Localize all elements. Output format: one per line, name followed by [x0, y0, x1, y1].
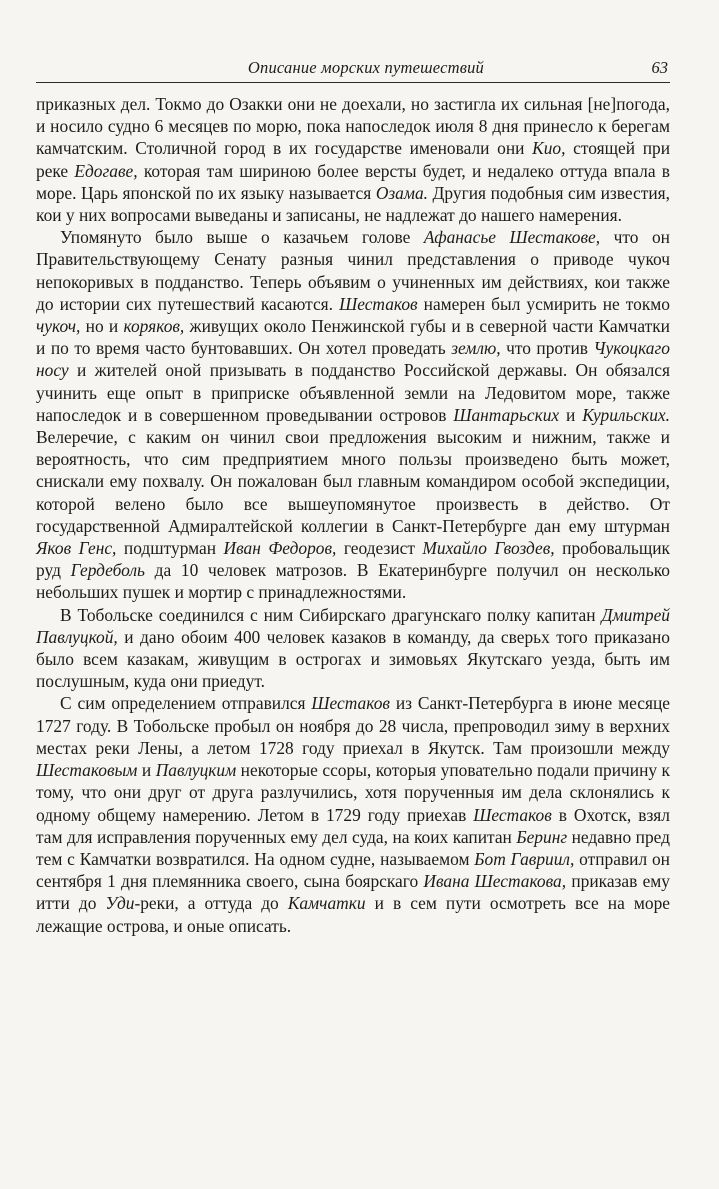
italic-text: Ивана Шестакова,: [423, 871, 567, 892]
text: в Охотск, взял там для исправления порученных ему дел суда, на коих капитан: [36, 804, 670, 847]
book-page: [36, 0, 670, 937]
text: В Тобольске соединился с ним Сибирскаго драгунскаго полку капитан: [60, 604, 602, 625]
italic-text: Шестаков: [339, 293, 418, 314]
italic-text: Чукоцкаго носу: [36, 338, 670, 381]
italic-text: Павлуцким: [155, 760, 237, 781]
text: да 10 человек матрозов. В Екатеринбурге получил он несколько небольших пушек и мортир с принадлежностями.: [36, 560, 671, 603]
running-header: [36, 0, 670, 83]
page-number: 63: [651, 58, 668, 77]
italic-text: Шантарьских: [453, 404, 560, 425]
italic-text: Камчатки: [287, 893, 366, 914]
italic-text: Иван Федоров,: [223, 538, 337, 559]
italic-text: Дмитрей Павлуцкой,: [36, 604, 670, 647]
paragraph: [36, 226, 670, 603]
text: приказав ему итти до: [36, 871, 671, 914]
italic-text: Озама.: [375, 182, 428, 203]
text: подштурман: [116, 538, 224, 559]
text: и дано обоим 400 человек казаков в команду, да сверьх того приказано было всем казакам, живущим в острогах и зимовьях Якутскаго уезда, быть им послушным, куда они приедут.: [36, 626, 670, 692]
italic-text: Беринг: [516, 826, 568, 847]
text: и в сем пути осмотреть все на море лежащие острова, и оные описать.: [36, 893, 670, 936]
page-body: [36, 93, 670, 937]
text: и жителей оной призывать в подданство Российской державы. Он обязался учинить еще опыт в приприске объявленной земли на Ледовитом море, также напоследок и в совершенном проведывании островов: [36, 360, 670, 425]
paragraph: [36, 93, 670, 226]
text: но и: [80, 316, 124, 337]
text: стоящей при реке: [36, 138, 671, 181]
text: геодезист: [336, 538, 423, 559]
italic-text: землю,: [451, 338, 501, 359]
text: некоторые ссоры, которыя уповательно подали причину к тому, что они друг от друга разлучились, хотя порученныя им дела склонялись к одному общему намерению. Летом в 1729 году приехав: [36, 760, 670, 825]
text: и: [559, 404, 583, 425]
italic-text: Шестаков: [311, 693, 390, 714]
italic-text: Михайло Гвоздев,: [422, 538, 555, 559]
text: приказных дел. Токмо до Озакки они не доехали, но застигла их сильная [не]погода, и носило судно 6 месяцев по морю, пока напоследок июля 8 дня принесло к берегам камчатским. Столичной город в их государстве именовали они: [36, 94, 670, 159]
text: из Санкт-Петербурга в июне месяце 1727 году. В Тобольске пробыл он ноября до 28 числа, препроводил зиму в верхних местах реки Лены, а летом 1728 году приехал в Якутск. Там произошли между: [36, 693, 670, 758]
paragraph: [36, 692, 670, 936]
text: Велеречие, с каким он чинил свои предложения высоким и нижним, также и вероятность, что сим предприятием много пользы произведено быть может, снискали ему похвалу. Он пожалован был главным командиром особой экспедиции, которой велено было все вышеупомянутое произвесть в действо. От государственной Адмиралтейской коллегии в Санкт-Петербурге дан ему штурман: [36, 427, 670, 536]
italic-text: коряков,: [123, 316, 185, 337]
running-title: Описание морских путешествий: [247, 58, 484, 77]
text: намерен был усмирить не токмо: [417, 293, 670, 314]
text: Упомянуто было выше о казачьем голове: [60, 227, 424, 248]
text: Другия подобныя сим известия, кои у них вопросами выведаны и записаны, не надлежат до нашего намерения.: [36, 182, 670, 226]
italic-text: Афанасье Шестакове,: [423, 227, 601, 248]
text: -реки, а оттуда до: [134, 893, 288, 914]
text: пробовальщик руд: [36, 538, 670, 581]
text: которая там шириною более версты будет, и недалеко оттуда впала в море. Царь японской по их языку называется: [36, 160, 670, 203]
text: отправил он сентября 1 дня племянника своего, сына боярскаго: [36, 848, 670, 892]
italic-text: Яков Генс,: [36, 538, 117, 559]
italic-text: Бот Гавриил,: [474, 848, 575, 869]
paragraph: [36, 604, 670, 693]
text: С сим определением отправился: [60, 693, 312, 714]
italic-text: Шестаковым: [36, 760, 138, 781]
italic-text: Курильских.: [582, 404, 670, 425]
italic-text: Уди: [105, 893, 135, 914]
italic-text: Едогаве,: [74, 160, 138, 181]
italic-text: Кио,: [532, 138, 566, 159]
italic-text: Гердеболь: [70, 560, 145, 581]
text: и: [137, 760, 156, 781]
text: живущих около Пенжинской губы и в северной части Камчатки и по то время часто бунтовавших. Он хотел проведать: [36, 316, 670, 359]
italic-text: чукоч,: [36, 316, 81, 337]
text: что он Правительствующему Сенату разныя чинил представления о приводе чукоч непокоривых в подданство. Теперь объявим о учиненных им действиях, кои также до истории сих путешествий касаются.: [36, 227, 670, 314]
italic-text: Шестаков: [473, 804, 552, 825]
text: недавно пред тем с Камчатки возвратился. На одном судне, называемом: [36, 826, 670, 869]
text: что против: [500, 338, 594, 359]
